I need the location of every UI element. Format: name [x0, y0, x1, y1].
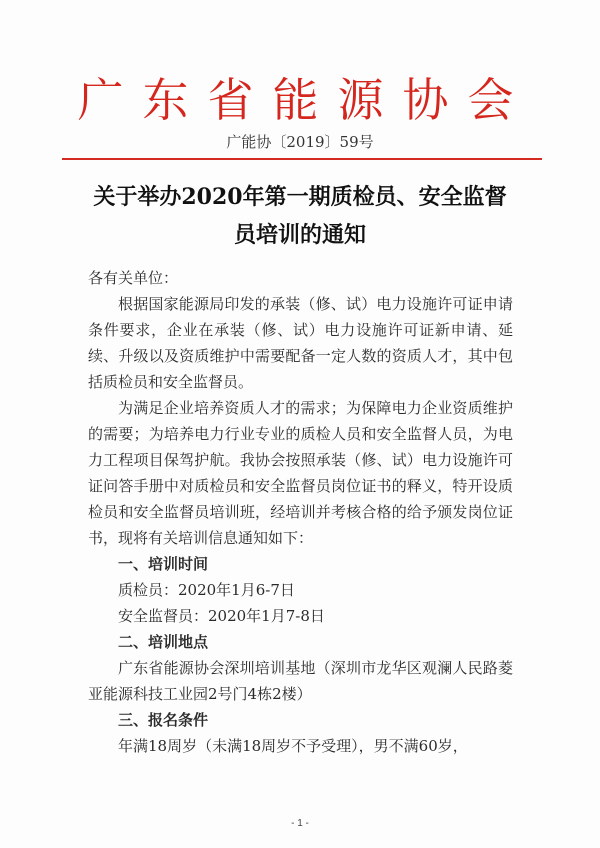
paragraph-2: 为满足企业培养资质人才的需求；为保障电力企业资质维护的需要；为培养电力行业专业的质检人员和安全监督人员，为电力工程项目保驾护航。我协会按照承装（修、试）电力设施许可证问答手册中对质检员和安全监督员岗位证书的释义，特开设质检员和安全监督员培训班，经培训并考核合格的给予颁发岗位证书，现将有关培训信息通知如下：: [88, 399, 513, 547]
notice-body: [88, 265, 513, 759]
section-3-heading: 三、报名条件: [118, 711, 209, 729]
section-1-line-2: 安全监督员：2020年1月7-8日: [118, 607, 325, 625]
section-2-heading: 二、培训地点: [118, 633, 209, 651]
document-number: 广能协〔2019〕59号: [226, 133, 374, 151]
notice-title: 关于举办2020年第一期质检员、安全监督员培训的通知: [93, 184, 507, 248]
section-1-line-1: 质检员：2020年1月6-7日: [118, 581, 295, 599]
paragraph-1: 根据国家能源局印发的承装（修、试）电力设施许可证申请条件要求，企业在承装（修、试）电力设施许可证新申请、延续、升级以及资质维护中需要配备一定人数的资质人才，其中包括质检员和安全监督员。: [88, 295, 513, 391]
section-1-heading: 一、培训时间: [118, 555, 209, 573]
organization-name: 广东省能源协会: [77, 73, 533, 127]
red-divider-rule: [62, 158, 542, 160]
page-number: - 1 -: [291, 818, 309, 829]
section-3-text: 年满18周岁（未满18周岁不予受理），男不满60岁，: [118, 737, 468, 755]
salutation: 各有关单位：: [88, 269, 179, 287]
section-2-text: 广东省能源协会深圳培训基地（深圳市龙华区观澜人民路菱亚能源科技工业园2号门4栋2楼）: [88, 659, 513, 703]
